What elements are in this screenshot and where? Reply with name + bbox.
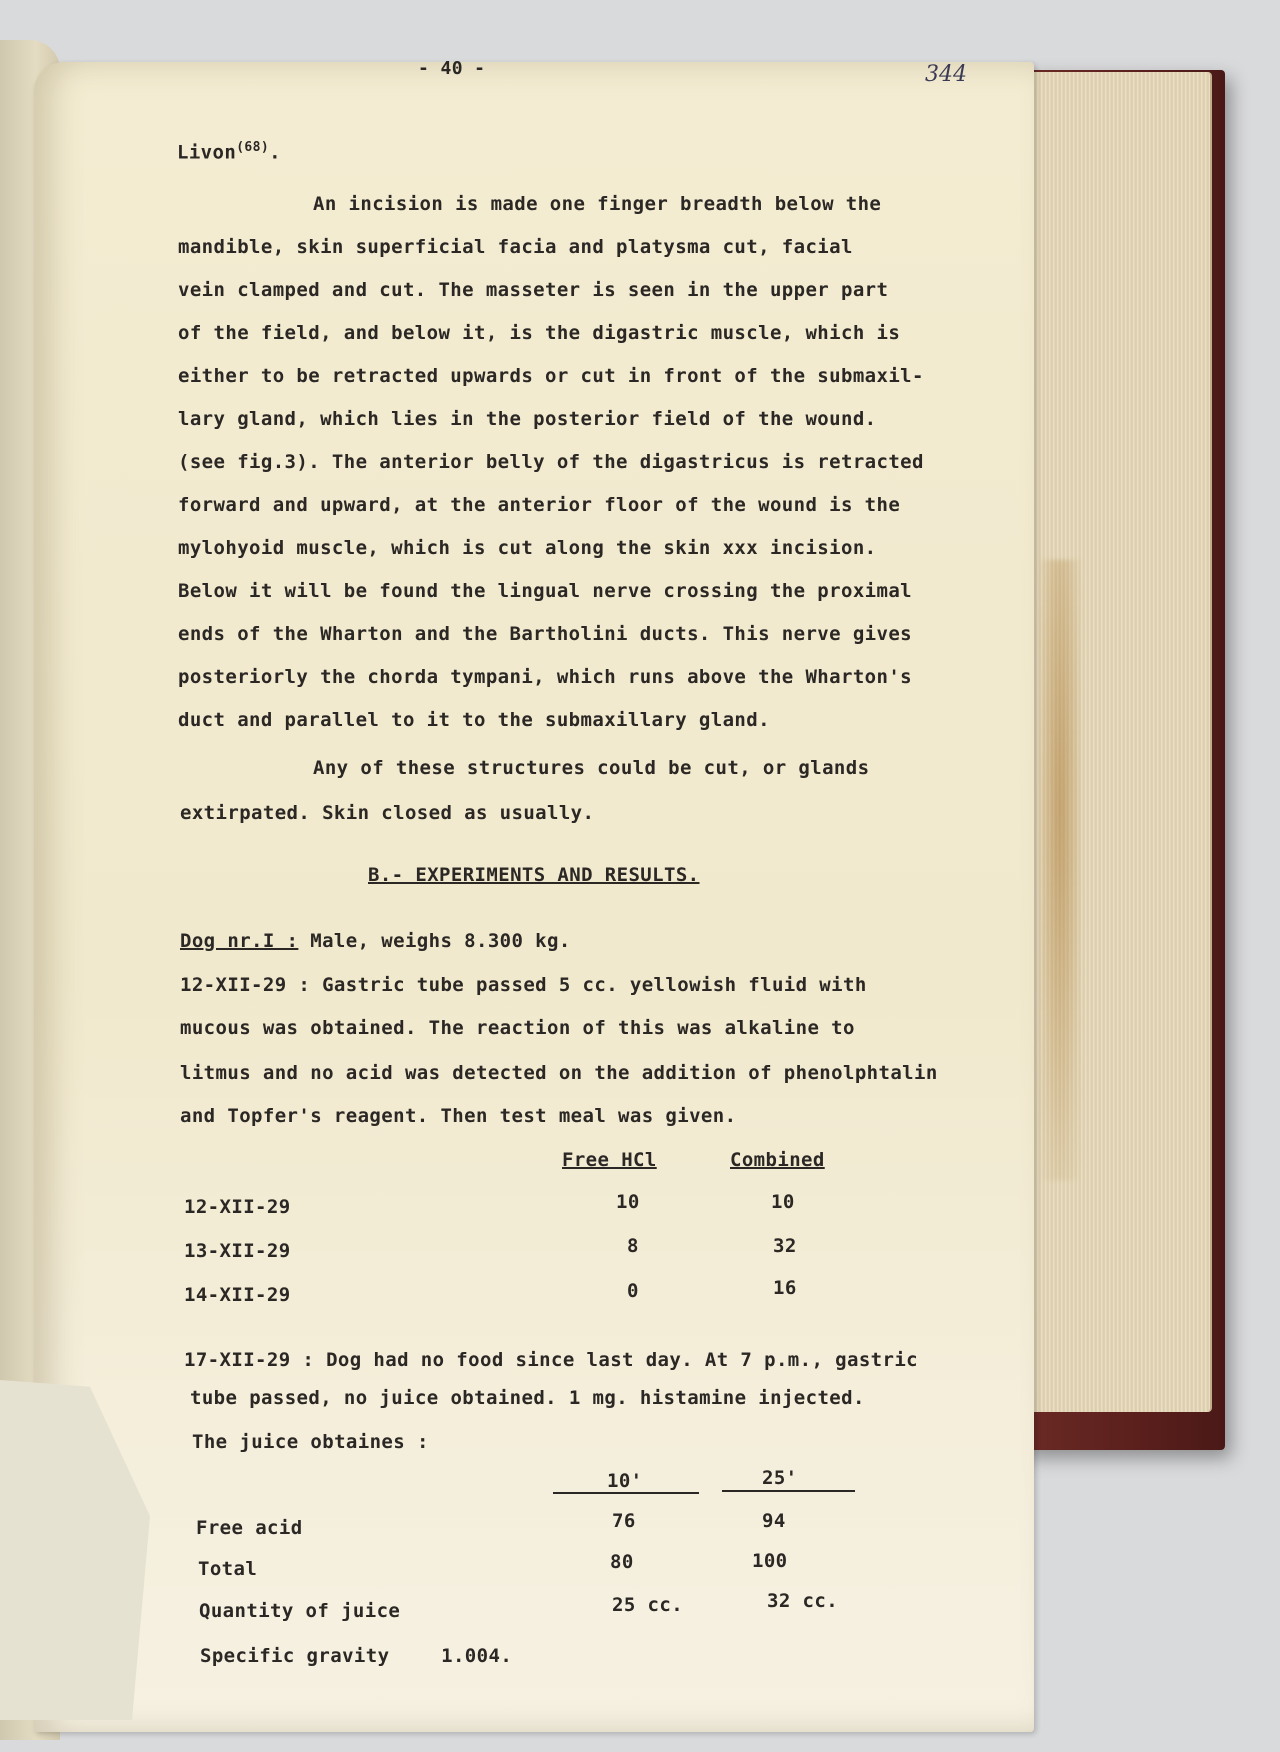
table1-row-date: 13-XII-29 xyxy=(184,1240,291,1262)
line-23: and Topfer's reagent. Then test meal was given. xyxy=(180,1105,737,1127)
table2-row-label: Free acid xyxy=(196,1517,303,1539)
table1-row-date: 14-XII-29 xyxy=(184,1284,291,1306)
line-12: ends of the Wharton and the Bartholini ducts. This nerve gives xyxy=(178,623,913,645)
dog-description: Male, weighs 8.300 kg. xyxy=(310,930,571,952)
line-15: Any of these structures could be cut, or glands xyxy=(313,757,870,779)
table2-row-v25: 94 xyxy=(762,1510,786,1532)
line-03: mandible, skin superficial facia and platysma cut, facial xyxy=(178,236,853,258)
table2-header-rule-10 xyxy=(553,1492,699,1494)
line-16: extirpated. Skin closed as usually. xyxy=(180,802,595,824)
table2-row-v25: 32 cc. xyxy=(767,1590,839,1612)
author-name: Livon xyxy=(177,141,237,164)
table1-header-combined: Combined xyxy=(730,1149,825,1171)
line-11: Below it will be found the lingual nerve crossing the proximal xyxy=(178,580,913,602)
dog-line xyxy=(180,930,571,952)
line-04: vein clamped and cut. The masseter is seen in the upper part xyxy=(178,279,889,301)
line-05: of the field, and below it, is the digastric muscle, which is xyxy=(178,322,901,344)
table1-header-free-hcl: Free HCl xyxy=(562,1149,657,1171)
line-06: either to be retracted upwards or cut in front of the submaxil- xyxy=(178,365,924,387)
line-22: litmus and no acid was detected on the addition of phenolphtalin xyxy=(180,1062,938,1084)
reference-number: (68) xyxy=(236,140,270,155)
dog-label: Dog nr.I : xyxy=(180,930,299,952)
section-heading: B.- EXPERIMENTS AND RESULTS. xyxy=(368,864,700,886)
table1-row-free: 8 xyxy=(627,1235,639,1257)
line-25: tube passed, no juice obtained. 1 mg. histamine injected. xyxy=(190,1387,865,1409)
line-14: duct and parallel to it to the submaxillary gland. xyxy=(178,709,770,731)
line-13: posteriorly the chorda tympani, which runs above the Wharton's xyxy=(178,666,913,688)
line-20: 12-XII-29 : Gastric tube passed 5 cc. yellowish fluid with xyxy=(180,974,867,996)
table1-row-free: 10 xyxy=(616,1191,640,1213)
page-number: - 40 - xyxy=(418,58,486,79)
table2-header-25: 25' xyxy=(762,1467,798,1489)
line-21: mucous was obtained. The reaction of this was alkaline to xyxy=(180,1017,855,1039)
specific-gravity-line xyxy=(200,1645,512,1667)
table2-row-label: Total xyxy=(198,1558,258,1580)
line-01-end: . xyxy=(269,141,281,164)
line-01 xyxy=(177,140,281,163)
folio-number: 344 xyxy=(925,62,967,87)
line-26: The juice obtaines : xyxy=(192,1431,429,1453)
table1-row-free: 0 xyxy=(627,1280,639,1302)
line-07: lary gland, which lies in the posterior field of the wound. xyxy=(178,408,877,430)
line-02: An incision is made one finger breadth below the xyxy=(313,193,882,215)
specific-gravity-value: 1.004. xyxy=(441,1645,513,1667)
table2-row-v10: 25 cc. xyxy=(612,1594,684,1616)
document-page xyxy=(34,62,1034,1732)
line-09: forward and upward, at the anterior floor of the wound is the xyxy=(178,494,901,516)
table2-header-rule-25 xyxy=(722,1490,855,1492)
specific-gravity-label: Specific gravity xyxy=(200,1645,390,1667)
table2-row-v25: 100 xyxy=(752,1550,788,1572)
table1-row-combined: 10 xyxy=(771,1191,795,1213)
line-10: mylohyoid muscle, which is cut along the skin xxx incision. xyxy=(178,537,877,559)
table2-row-v10: 80 xyxy=(610,1551,634,1573)
table1-row-combined: 16 xyxy=(773,1277,797,1299)
table2-header-10: 10' xyxy=(607,1470,643,1492)
table2-row-v10: 76 xyxy=(612,1510,636,1532)
table2-row-label: Quantity of juice xyxy=(199,1600,401,1622)
line-08: (see fig.3). The anterior belly of the digastricus is retracted xyxy=(178,451,924,473)
water-stain xyxy=(1040,560,1080,1180)
table1-row-combined: 32 xyxy=(773,1235,797,1257)
line-24: 17-XII-29 : Dog had no food since last day. At 7 p.m., gastric xyxy=(184,1349,919,1371)
table1-row-date: 12-XII-29 xyxy=(184,1196,291,1218)
